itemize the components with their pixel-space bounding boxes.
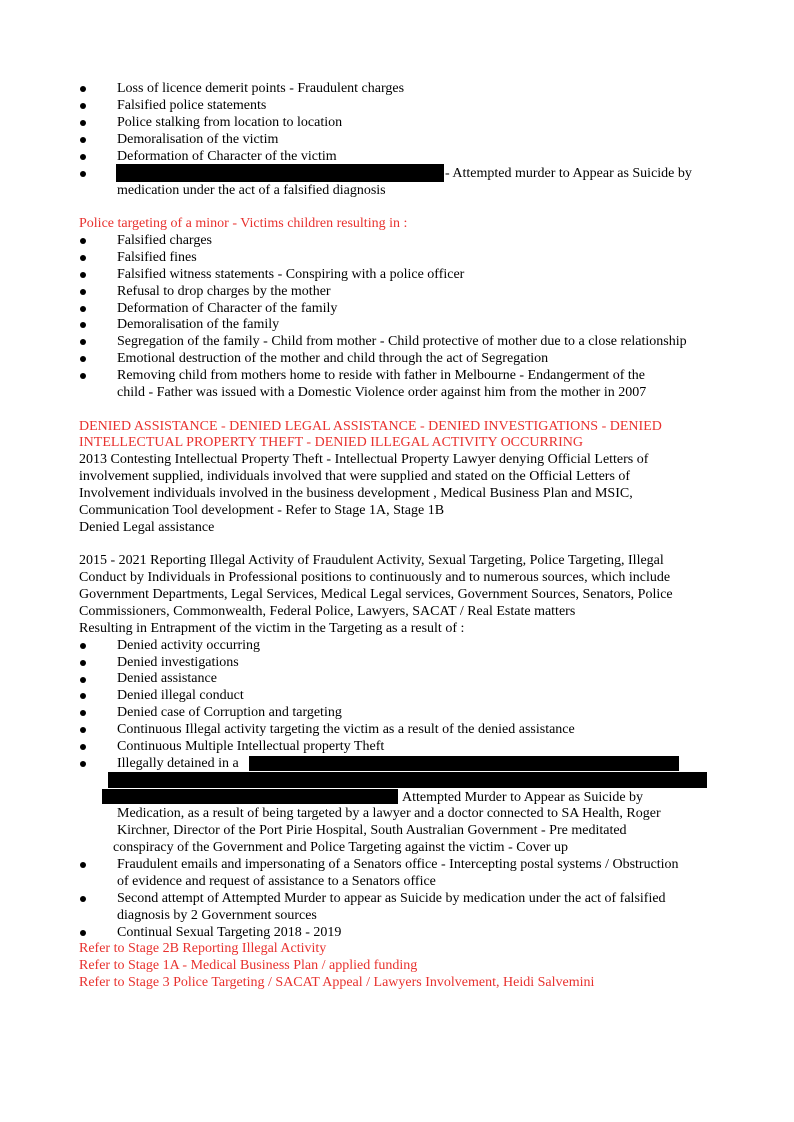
bullet-icon — [80, 154, 86, 160]
list-item: Loss of licence demerit points - Fraudulent charges — [117, 81, 405, 96]
list-item-continuation: child - Father was issued with a Domestic Violence order against him from the mother in 2007 — [117, 385, 647, 400]
paragraph-line: Government Departments, Legal Services, Medical Legal services, Government Sources, Senators, Police — [79, 587, 673, 602]
bullet-icon — [80, 120, 86, 126]
list-item-continuation: of evidence and request of assistance to a Senators office — [117, 874, 436, 889]
list-item: Continual Sexual Targeting 2018 - 2019 — [117, 925, 342, 940]
paragraph-line: Resulting in Entrapment of the victim in the Targeting as a result of : — [79, 621, 465, 636]
section-heading: Police targeting of a minor - Victims children resulting in : — [79, 216, 408, 231]
bullet-icon — [80, 255, 86, 261]
bullet-icon — [80, 373, 86, 379]
paragraph-line: Conduct by Individuals in Professional positions to continuously and to numerous sources, which include — [79, 570, 671, 585]
list-item: Attempted Murder to Appear as Suicide by — [402, 790, 644, 805]
list-item: Illegally detained in a — [117, 756, 239, 771]
list-item: Deformation of Character of the victim — [117, 149, 337, 164]
list-item-continuation: conspiracy of the Government and Police Targeting against the victim - Cover up — [113, 840, 568, 855]
paragraph-line: 2013 Contesting Intellectual Property Theft - Intellectual Property Lawyer denying Official Letters of — [79, 452, 649, 467]
list-item: Denied investigations — [117, 655, 239, 670]
bullet-icon — [80, 238, 86, 244]
bullet-icon — [80, 322, 86, 328]
list-item: Denied assistance — [117, 671, 217, 686]
reference-line: Refer to Stage 3 Police Targeting / SACAT Appeal / Lawyers Involvement, Heidi Salvemini — [79, 975, 595, 990]
list-item: Continuous Multiple Intellectual property Theft — [117, 739, 385, 754]
bullet-icon — [80, 727, 86, 733]
list-item: Falsified charges — [117, 233, 212, 248]
list-item: Second attempt of Attempted Murder to appear as Suicide by medication under the act of falsified — [117, 891, 666, 906]
bullet-icon — [80, 103, 86, 109]
bullet-icon — [80, 643, 86, 649]
paragraph-line: involvement supplied, individuals involved that were supplied and stated on the Official Letters of — [79, 469, 631, 484]
list-item: Falsified fines — [117, 250, 197, 265]
list-item-continuation: Kirchner, Director of the Port Pirie Hospital, South Australian Government - Pre meditated — [117, 823, 627, 838]
paragraph-line: Denied Legal assistance — [79, 520, 215, 535]
list-item: Demoralisation of the victim — [117, 132, 279, 147]
redaction-block — [249, 756, 679, 771]
list-item: Denied case of Corruption and targeting — [117, 705, 342, 720]
redaction-block — [108, 772, 707, 788]
list-item: Emotional destruction of the mother and child through the act of Segregation — [117, 351, 549, 366]
bullet-icon — [80, 693, 86, 699]
bullet-icon — [80, 896, 86, 902]
section-heading: INTELLECTUAL PROPERTY THEFT - DENIED ILLEGAL ACTIVITY OCCURRING — [79, 435, 584, 450]
list-item-continuation: Medication, as a result of being targeted by a lawyer and a doctor connected to SA Health, Roger — [117, 806, 661, 821]
bullet-icon — [80, 306, 86, 312]
paragraph-line: Involvement individuals involved in the business development , Medical Business Plan and MSIC, — [79, 486, 633, 501]
list-item: - Attempted murder to Appear as Suicide by — [445, 166, 692, 181]
paragraph-line: Communication Tool development - Refer to Stage 1A, Stage 1B — [79, 503, 445, 518]
paragraph-line: Commissioners, Commonwealth, Federal Police, Lawyers, SACAT / Real Estate matters — [79, 604, 576, 619]
reference-line: Refer to Stage 1A - Medical Business Plan / applied funding — [79, 958, 418, 973]
list-item: Refusal to drop charges by the mother — [117, 284, 331, 299]
redaction-block — [102, 789, 398, 804]
section-heading: DENIED ASSISTANCE - DENIED LEGAL ASSISTANCE - DENIED INVESTIGATIONS - DENIED — [79, 419, 662, 434]
list-item: Demoralisation of the family — [117, 317, 280, 332]
redaction-block — [116, 164, 444, 182]
bullet-icon — [80, 171, 86, 177]
paragraph-line: 2015 - 2021 Reporting Illegal Activity of Fraudulent Activity, Sexual Targeting, Police Targeting, Illegal — [79, 553, 664, 568]
list-item: Segregation of the family - Child from mother - Child protective of mother due to a close relationship — [117, 334, 687, 349]
bullet-icon — [80, 339, 86, 345]
bullet-icon — [80, 86, 86, 92]
list-item: Continuous Illegal activity targeting the victim as a result of the denied assistance — [117, 722, 575, 737]
bullet-icon — [80, 710, 86, 716]
list-item: Fraudulent emails and impersonating of a Senators office - Intercepting postal systems / Obstruction — [117, 857, 679, 872]
bullet-icon — [80, 761, 86, 767]
bullet-icon — [80, 356, 86, 362]
list-item-continuation: medication under the act of a falsified diagnosis — [117, 183, 386, 198]
bullet-icon — [80, 744, 86, 750]
list-item: Police stalking from location to location — [117, 115, 343, 130]
bullet-icon — [80, 930, 86, 936]
list-item: Falsified police statements — [117, 98, 267, 113]
list-item: Deformation of Character of the family — [117, 301, 338, 316]
list-item: Falsified witness statements - Conspiring with a police officer — [117, 267, 465, 282]
list-item: Denied illegal conduct — [117, 688, 244, 703]
reference-line: Refer to Stage 2B Reporting Illegal Activity — [79, 941, 327, 956]
bullet-icon — [80, 272, 86, 278]
list-item: Removing child from mothers home to reside with father in Melbourne - Endangerment of the — [117, 368, 645, 383]
bullet-icon — [80, 660, 86, 666]
bullet-icon — [80, 137, 86, 143]
bullet-icon — [80, 289, 86, 295]
list-item: Denied activity occurring — [117, 638, 261, 653]
bullet-icon — [80, 862, 86, 868]
bullet-icon — [80, 677, 86, 683]
list-item-continuation: diagnosis by 2 Government sources — [117, 908, 317, 923]
